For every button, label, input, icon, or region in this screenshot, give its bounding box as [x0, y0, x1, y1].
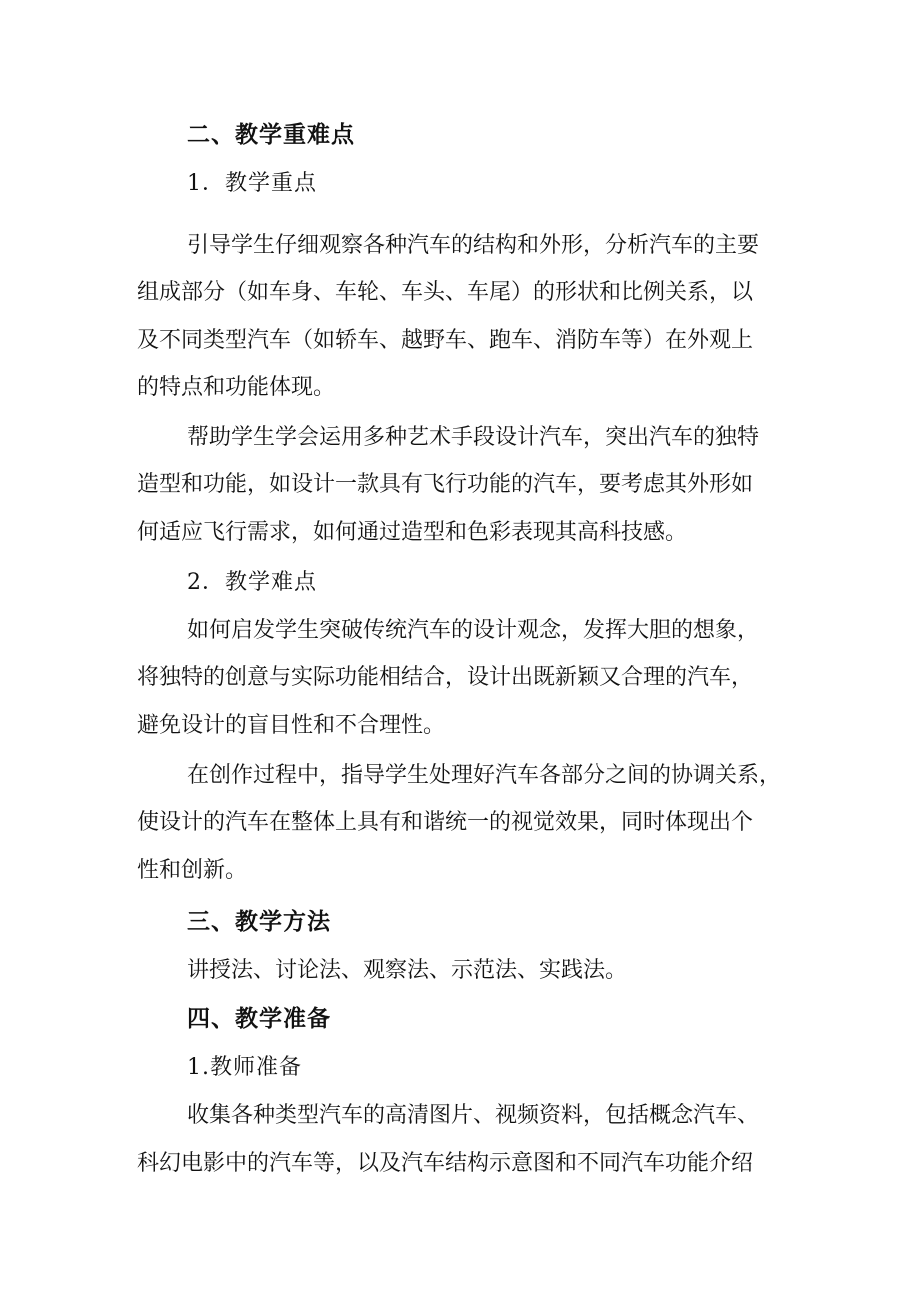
- text-line: 如何启发学生突破传统汽车的设计观念，发挥大胆的想象，: [187, 618, 760, 643]
- text-line: 组成部分（如车身、车轮、车头、车尾）的形状和比例关系，以: [137, 280, 754, 305]
- teaching-methods-text: 讲授法、讨论法、观察法、示范法、实践法。: [187, 958, 628, 983]
- section-heading-key-difficult-points: 二、教学重难点: [187, 121, 355, 148]
- text-line: 帮助学生学会运用多种艺术手段设计汽车，突出汽车的独特: [187, 425, 760, 450]
- text-line: 造型和功能，如设计一款具有飞行功能的汽车，要考虑其外形如: [137, 472, 754, 497]
- text-line: 使设计的汽车在整体上具有和谐统一的视觉效果，同时体现出个: [137, 810, 754, 835]
- text-line: 及不同类型汽车（如轿车、越野车、跑车、消防车等）在外观上: [137, 328, 754, 353]
- text-line: 科幻电影中的汽车等，以及汽车结构示意图和不同汽车功能介绍: [137, 1151, 754, 1176]
- subheading-key-points: 1．教学重点: [187, 171, 317, 196]
- subheading-teacher-preparation: 1.教师准备: [187, 1055, 302, 1080]
- section-heading-teaching-preparation: 四、教学准备: [187, 1005, 331, 1032]
- section-heading-teaching-methods: 三、教学方法: [187, 908, 331, 935]
- text-line: 收集各种类型汽车的高清图片、视频资料，包括概念汽车、: [187, 1103, 760, 1128]
- text-line: 将独特的创意与实际功能相结合，设计出既新颖又合理的汽车，: [137, 665, 754, 690]
- text-line: 性和创新。: [137, 858, 248, 883]
- text-line: 何适应飞行需求，如何通过造型和色彩表现其高科技感。: [137, 520, 688, 545]
- subheading-difficult-points: 2．教学难点: [187, 570, 317, 595]
- text-line: 的特点和功能体现。: [137, 375, 336, 400]
- text-line: 引导学生仔细观察各种汽车的结构和外形，分析汽车的主要: [187, 233, 760, 258]
- text-line: 避免设计的盲目性和不合理性。: [137, 713, 446, 738]
- text-line: 在创作过程中，指导学生处理好汽车各部分之间的协调关系，: [187, 763, 782, 788]
